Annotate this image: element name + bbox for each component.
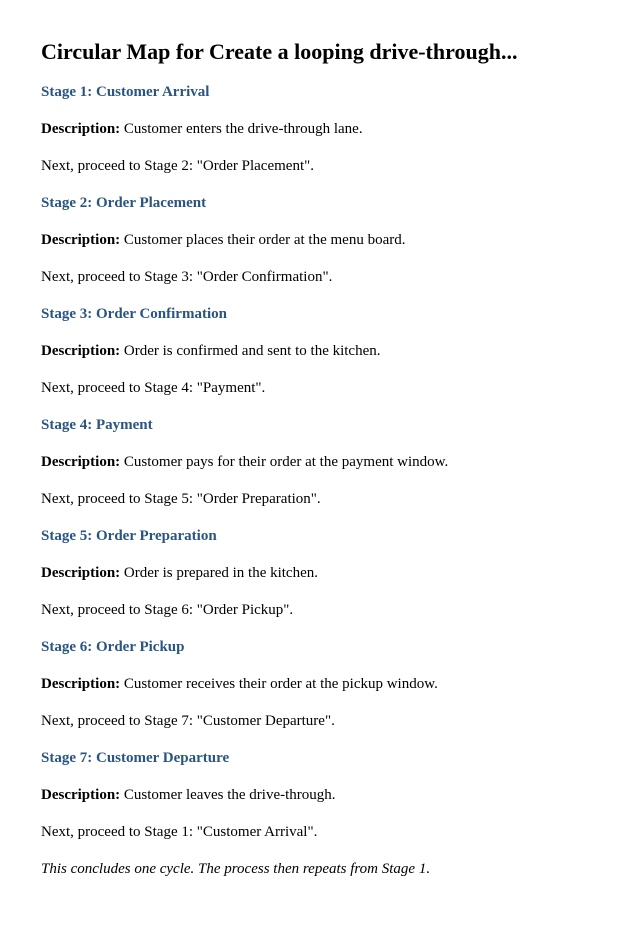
stage-description [41,120,598,138]
description-label: Description: [41,343,121,359]
stage-description [41,564,598,582]
description-text: Order is prepared in the kitchen. [123,565,318,581]
stage-5 [41,527,598,619]
description-label: Description: [41,232,121,248]
description-label: Description: [41,787,121,803]
stage-heading: Stage 1: Customer Arrival [41,84,210,100]
stage-next: Next, proceed to Stage 1: "Customer Arrival". [41,824,318,840]
description-label: Description: [41,565,121,581]
description-label: Description: [41,121,121,137]
stage-next: Next, proceed to Stage 2: "Order Placement". [41,158,314,174]
stage-heading: Stage 7: Customer Departure [41,750,230,766]
stage-description [41,231,598,249]
description-text: Customer receives their order at the pickup window. [123,676,438,692]
description-label: Description: [41,454,121,470]
description-text: Order is confirmed and sent to the kitchen. [123,343,381,359]
stage-heading: Stage 5: Order Preparation [41,528,217,544]
stage-heading: Stage 2: Order Placement [41,195,207,211]
stage-4 [41,416,598,508]
stage-7 [41,749,598,841]
stage-description [41,342,598,360]
stage-1 [41,83,598,175]
description-text: Customer leaves the drive-through. [123,787,336,803]
stage-description [41,453,598,471]
stage-next: Next, proceed to Stage 6: "Order Pickup". [41,602,294,618]
stage-next: Next, proceed to Stage 7: "Customer Departure". [41,713,335,729]
stage-2 [41,194,598,286]
stage-heading: Stage 6: Order Pickup [41,639,185,655]
stage-next: Next, proceed to Stage 4: "Payment". [41,380,266,396]
description-label: Description: [41,676,121,692]
stage-next: Next, proceed to Stage 3: "Order Confirmation". [41,269,333,285]
description-text: Customer pays for their order at the payment window. [123,454,449,470]
stage-description [41,786,598,804]
stage-6 [41,638,598,730]
stage-3 [41,305,598,397]
page-title: Circular Map for Create a looping drive-through... [41,39,518,64]
stage-heading: Stage 4: Payment [41,417,153,433]
stage-next: Next, proceed to Stage 5: "Order Preparation". [41,491,321,507]
stage-heading: Stage 3: Order Confirmation [41,306,227,322]
description-text: Customer places their order at the menu board. [123,232,406,248]
stage-description [41,675,598,693]
closing-note: This concludes one cycle. The process then repeats from Stage 1. [41,861,431,877]
description-text: Customer enters the drive-through lane. [123,121,363,137]
